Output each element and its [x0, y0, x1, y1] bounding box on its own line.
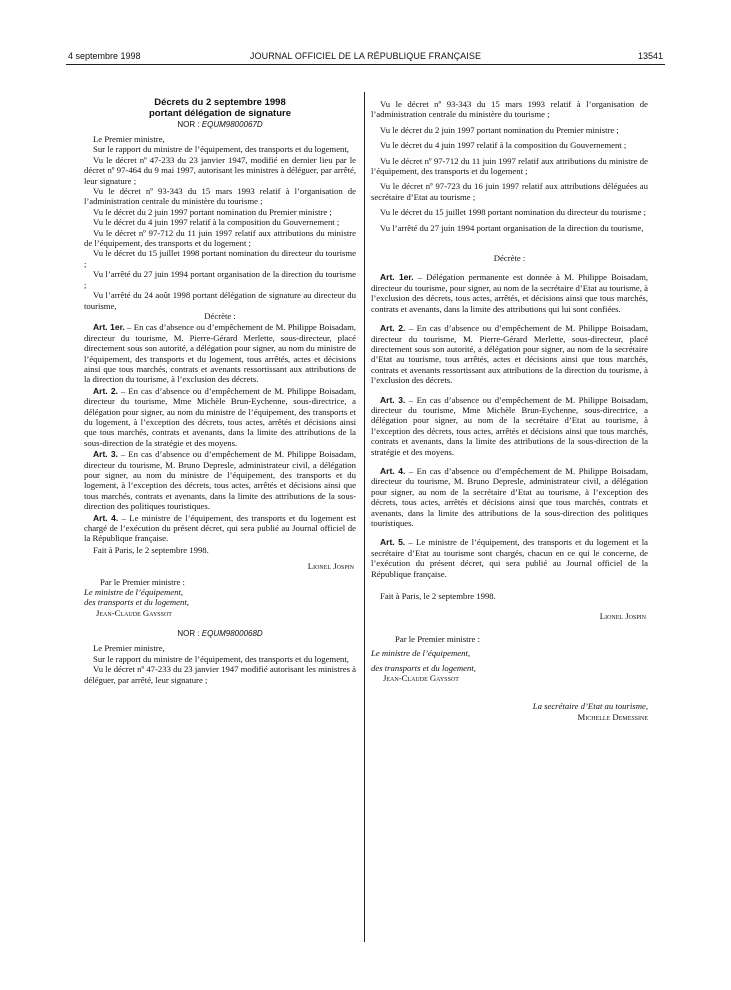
visa-paragraph: Vu le décret nº 47-233 du 23 janvier 1947, modifié en dernier lieu par le décret nº 97-464 du 9 mai 1997, autorisant les ministres à déléguer, par arrêté, leur signature ; — [84, 154, 356, 186]
article-label: Art. 1er. — [93, 322, 125, 333]
signatory-name: Lionel Jospin — [307, 561, 354, 572]
nor-reference-1 — [84, 119, 356, 130]
article-text: – En cas d’absence ou d’empêchement de M. Philippe Boisadam, directeur du tourisme, Mme Michèle Brun-Eychenne, sous-directrice, a délégation pour signer, au nom de la secrétaire d’Etat au tourisme, à l’exception des décrets, tous actes, arrêtés et décisions ainsi que tous marchés, contrats et avenants, dans la limite des attributions de la sous-direction de la stratégie et des moyens. — [371, 394, 649, 457]
visa-paragraph: Vu le décret du 4 juin 1997 relatif à la composition du Gouvernement ; — [380, 140, 627, 151]
visa-paragraph: Vu l’arrêté du 27 juin 1994 portant organisation de la direction du tourisme ; — [84, 269, 356, 290]
article-text: – En cas d’absence ou d’empêchement de M. Philippe Boisadam, directeur du tourisme, M. Bruno Depresle, administrateur civil, a délégation pour signer, au nom de la secrétaire d’Etat au tourisme, à l’exception des décrets, tous actes, arrêtés et décisions ainsi que tous marchés, contrats et avenants, dans la limite des attributions de la sous-direction des politiques touristiques. — [371, 465, 649, 528]
nor-prefix: NOR : — [177, 120, 202, 129]
article-text: – En cas d’absence ou d’empêchement de M. Philippe Boisadam, directeur du tourisme, M. Bruno Depresle, administrateur civil, a délégation pour signer, au nom du ministre de l’équipement, des transports et du logement, à l’exception des décrets, tous actes, arrêtés et décisions ainsi que tous marchés, contrats et avenants, dans la limite des attributions de la sous-direction des politiques touristiques. — [84, 449, 357, 512]
header-rule — [66, 64, 665, 65]
minister-title-line1: Le ministre de l’équipement, — [371, 648, 471, 659]
par-le-premier-ministre: Par le Premier ministre : — [395, 633, 480, 644]
decrete-heading: Décrète : — [493, 253, 526, 264]
visa-paragraph: Vu le décret du 2 juin 1997 portant nomination du Premier ministre ; — [380, 124, 619, 135]
signatory-name: Lionel Jospin — [599, 611, 646, 622]
visa-paragraph: Vu le décret du 15 juillet 1998 portant nomination du directeur du tourisme ; — [84, 248, 356, 269]
decree-title-line1: Décrets du 2 septembre 1998 — [154, 97, 286, 108]
article-text: – Délégation permanente est donnée à M. Philippe Boisadam, directeur du tourisme, pour signer, au nom de la secrétaire d’Etat au tourisme, à l’exclusion des décrets, tous actes, arrêtés, et décisions ainsi que tous marchés, contrats et avenants, dans la limite des attributions qui lui sont confiées. — [371, 272, 649, 314]
fait-a-paris: Fait à Paris, le 2 septembre 1998. — [380, 591, 496, 602]
visa-paragraph: Vu l’arrêté du 24 août 1998 portant délégation de signature au directeur du tourisme, — [84, 290, 356, 311]
nor-code: EQUM9800068D — [201, 629, 263, 639]
header-journal-title: JOURNAL OFFICIEL DE LA RÉPUBLIQUE FRANÇAISE — [249, 51, 482, 61]
article-text: – Le ministre de l’équipement, des transports et du logement est chargé de l’exécution du présent décret, qui sera publié au Journal officiel de la République française. — [84, 512, 356, 544]
visa-paragraph: Sur le rapport du ministre de l’équipement, des transports et du logement, — [93, 653, 349, 664]
article-1 — [371, 272, 648, 314]
visa-paragraph: Vu le décret nº 93-343 du 15 mars 1993 relatif à l’organisation de l’administration centrale du ministère du tourisme ; — [84, 186, 356, 207]
article-label: Art. 5. — [380, 537, 406, 548]
visa-paragraph: Vu le décret du 2 juin 1997 portant nomination du Premier ministre ; — [93, 206, 332, 217]
header-date: 4 septembre 1998 — [68, 51, 141, 61]
column-divider — [364, 92, 365, 942]
minister-name: Jean-Claude Gayssot — [383, 673, 459, 684]
secretaire-name: Michelle Demessine — [577, 711, 648, 722]
article-3 — [84, 449, 356, 511]
decree-title-line2: portant délégation de signature — [149, 108, 291, 119]
article-label: Art. 1er. — [380, 272, 414, 283]
article-text: – En cas d’absence ou d’empêchement de M. Philippe Boisadam, directeur du tourisme, M. Pierre-Gérard Merlette, sous-directeur, placé directement sous son autorité, a délégation pour signer, au nom du ministre de l’équipement, des transports et du logement, tous arrêtés, actes et décisions ainsi que tous marchés, contrats et avenants ressortissant aux attributions de la direction du tourisme, à l’exclusion des décrets. — [84, 322, 357, 385]
visa-paragraph: Vu l’arrêté du 27 juin 1994 portant organisation de la direction du tourisme, — [380, 222, 644, 233]
nor-code: EQUM9800067D — [201, 120, 263, 129]
article-5 — [371, 537, 648, 579]
visa-paragraph: Sur le rapport du ministre de l’équipement, des transports et du logement, — [93, 144, 349, 155]
article-4 — [84, 513, 356, 544]
right-column — [371, 99, 648, 722]
article-label: Art. 2. — [93, 385, 118, 396]
premier-ministre: Le Premier ministre, — [93, 134, 165, 144]
article-4 — [371, 466, 648, 528]
article-text: – En cas d’absence ou d’empêchement de M. Philippe Boisadam, directeur du tourisme, Mme Michèle Brun-Eychenne, sous-directrice, a délégation pour signer, au nom du ministre de l’équipement, des transports et du logement, à l’exception des décrets, tous actes, arrêtés et décisions ainsi que tous marchés, contrats et avenants, dans la limite des attributions de la sous-direction de la stratégie et des moyens. — [84, 385, 357, 448]
article-label: Art. 3. — [380, 394, 406, 405]
secretaire-title: La secrétaire d’Etat au tourisme, — [532, 701, 648, 712]
article-label: Art. 3. — [93, 449, 118, 460]
premier-ministre: Le Premier ministre, — [93, 643, 165, 654]
nor-prefix: NOR : — [177, 629, 202, 639]
visa-paragraph: Vu le décret nº 97-712 du 11 juin 1997 relatif aux attributions du ministre de l’équipement, des transports et du logement ; — [84, 227, 356, 249]
article-label: Art. 4. — [93, 512, 119, 523]
article-text: – En cas d’absence ou d’empêchement de M. Philippe Boisadam, directeur du tourisme, M. Pierre-Gérard Merlette, sous-directeur, placé directement sous son autorité, a délégation pour signer, au nom de la secrétaire d’Etat au tourisme, tous arrêtés, actes et décisions ainsi que tous marchés, contrats et avenants ressortissant aux attributions de la direction du tourisme, à l’exclusion des décrets. — [371, 323, 649, 386]
article-2 — [84, 386, 356, 448]
article-2 — [371, 323, 648, 385]
visa-paragraph: Vu le décret nº 93-343 du 15 mars 1993 relatif à l’organisation de l’administration centrale du ministère du tourisme ; — [371, 99, 648, 120]
minister-title-line2: des transports et du logement, — [371, 662, 476, 673]
header-page-number: 13541 — [637, 51, 663, 61]
article-1 — [84, 322, 356, 384]
nor-reference-2 — [84, 628, 356, 639]
minister-title-line1: Le ministre de l’équipement, — [84, 587, 184, 598]
minister-title-line2: des transports et du logement, — [84, 597, 189, 608]
article-3 — [371, 395, 648, 457]
visa-paragraph: Vu le décret nº 97-723 du 16 juin 1997 relatif aux attributions déléguées au secrétaire d’Etat au tourisme ; — [371, 181, 648, 202]
visa-paragraph: Vu le décret du 15 juillet 1998 portant nomination du directeur du tourisme ; — [380, 207, 647, 218]
visa-paragraph: Vu le décret nº 97-712 du 11 juin 1997 relatif aux attributions du ministre de l’équipement, des transports et du logement ; — [371, 155, 648, 177]
article-label: Art. 4. — [380, 465, 406, 476]
visa-paragraph: Vu le décret nº 47-233 du 23 janvier 1947 modifié autorisant les ministres à déléguer, par arrêté, leur signature ; — [84, 664, 356, 685]
article-label: Art. 2. — [380, 323, 406, 334]
decrete-heading: Décrète : — [204, 310, 236, 321]
visa-paragraph: Vu le décret du 4 juin 1997 relatif à la composition du Gouvernement ; — [93, 217, 340, 228]
article-text: – Le ministre de l’équipement, des transports et du logement et la secrétaire d’Etat au tourisme sont chargés, chacun en ce qui le concerne, de l’exécution du présent décret, qui sera publié au Journal officiel de la République française. — [371, 537, 648, 579]
par-le-premier-ministre: Par le Premier ministre : — [100, 576, 185, 587]
minister-name: Jean-Claude Gayssot — [96, 607, 172, 618]
left-column — [84, 97, 356, 685]
fait-a-paris: Fait à Paris, le 2 septembre 1998. — [93, 544, 209, 555]
